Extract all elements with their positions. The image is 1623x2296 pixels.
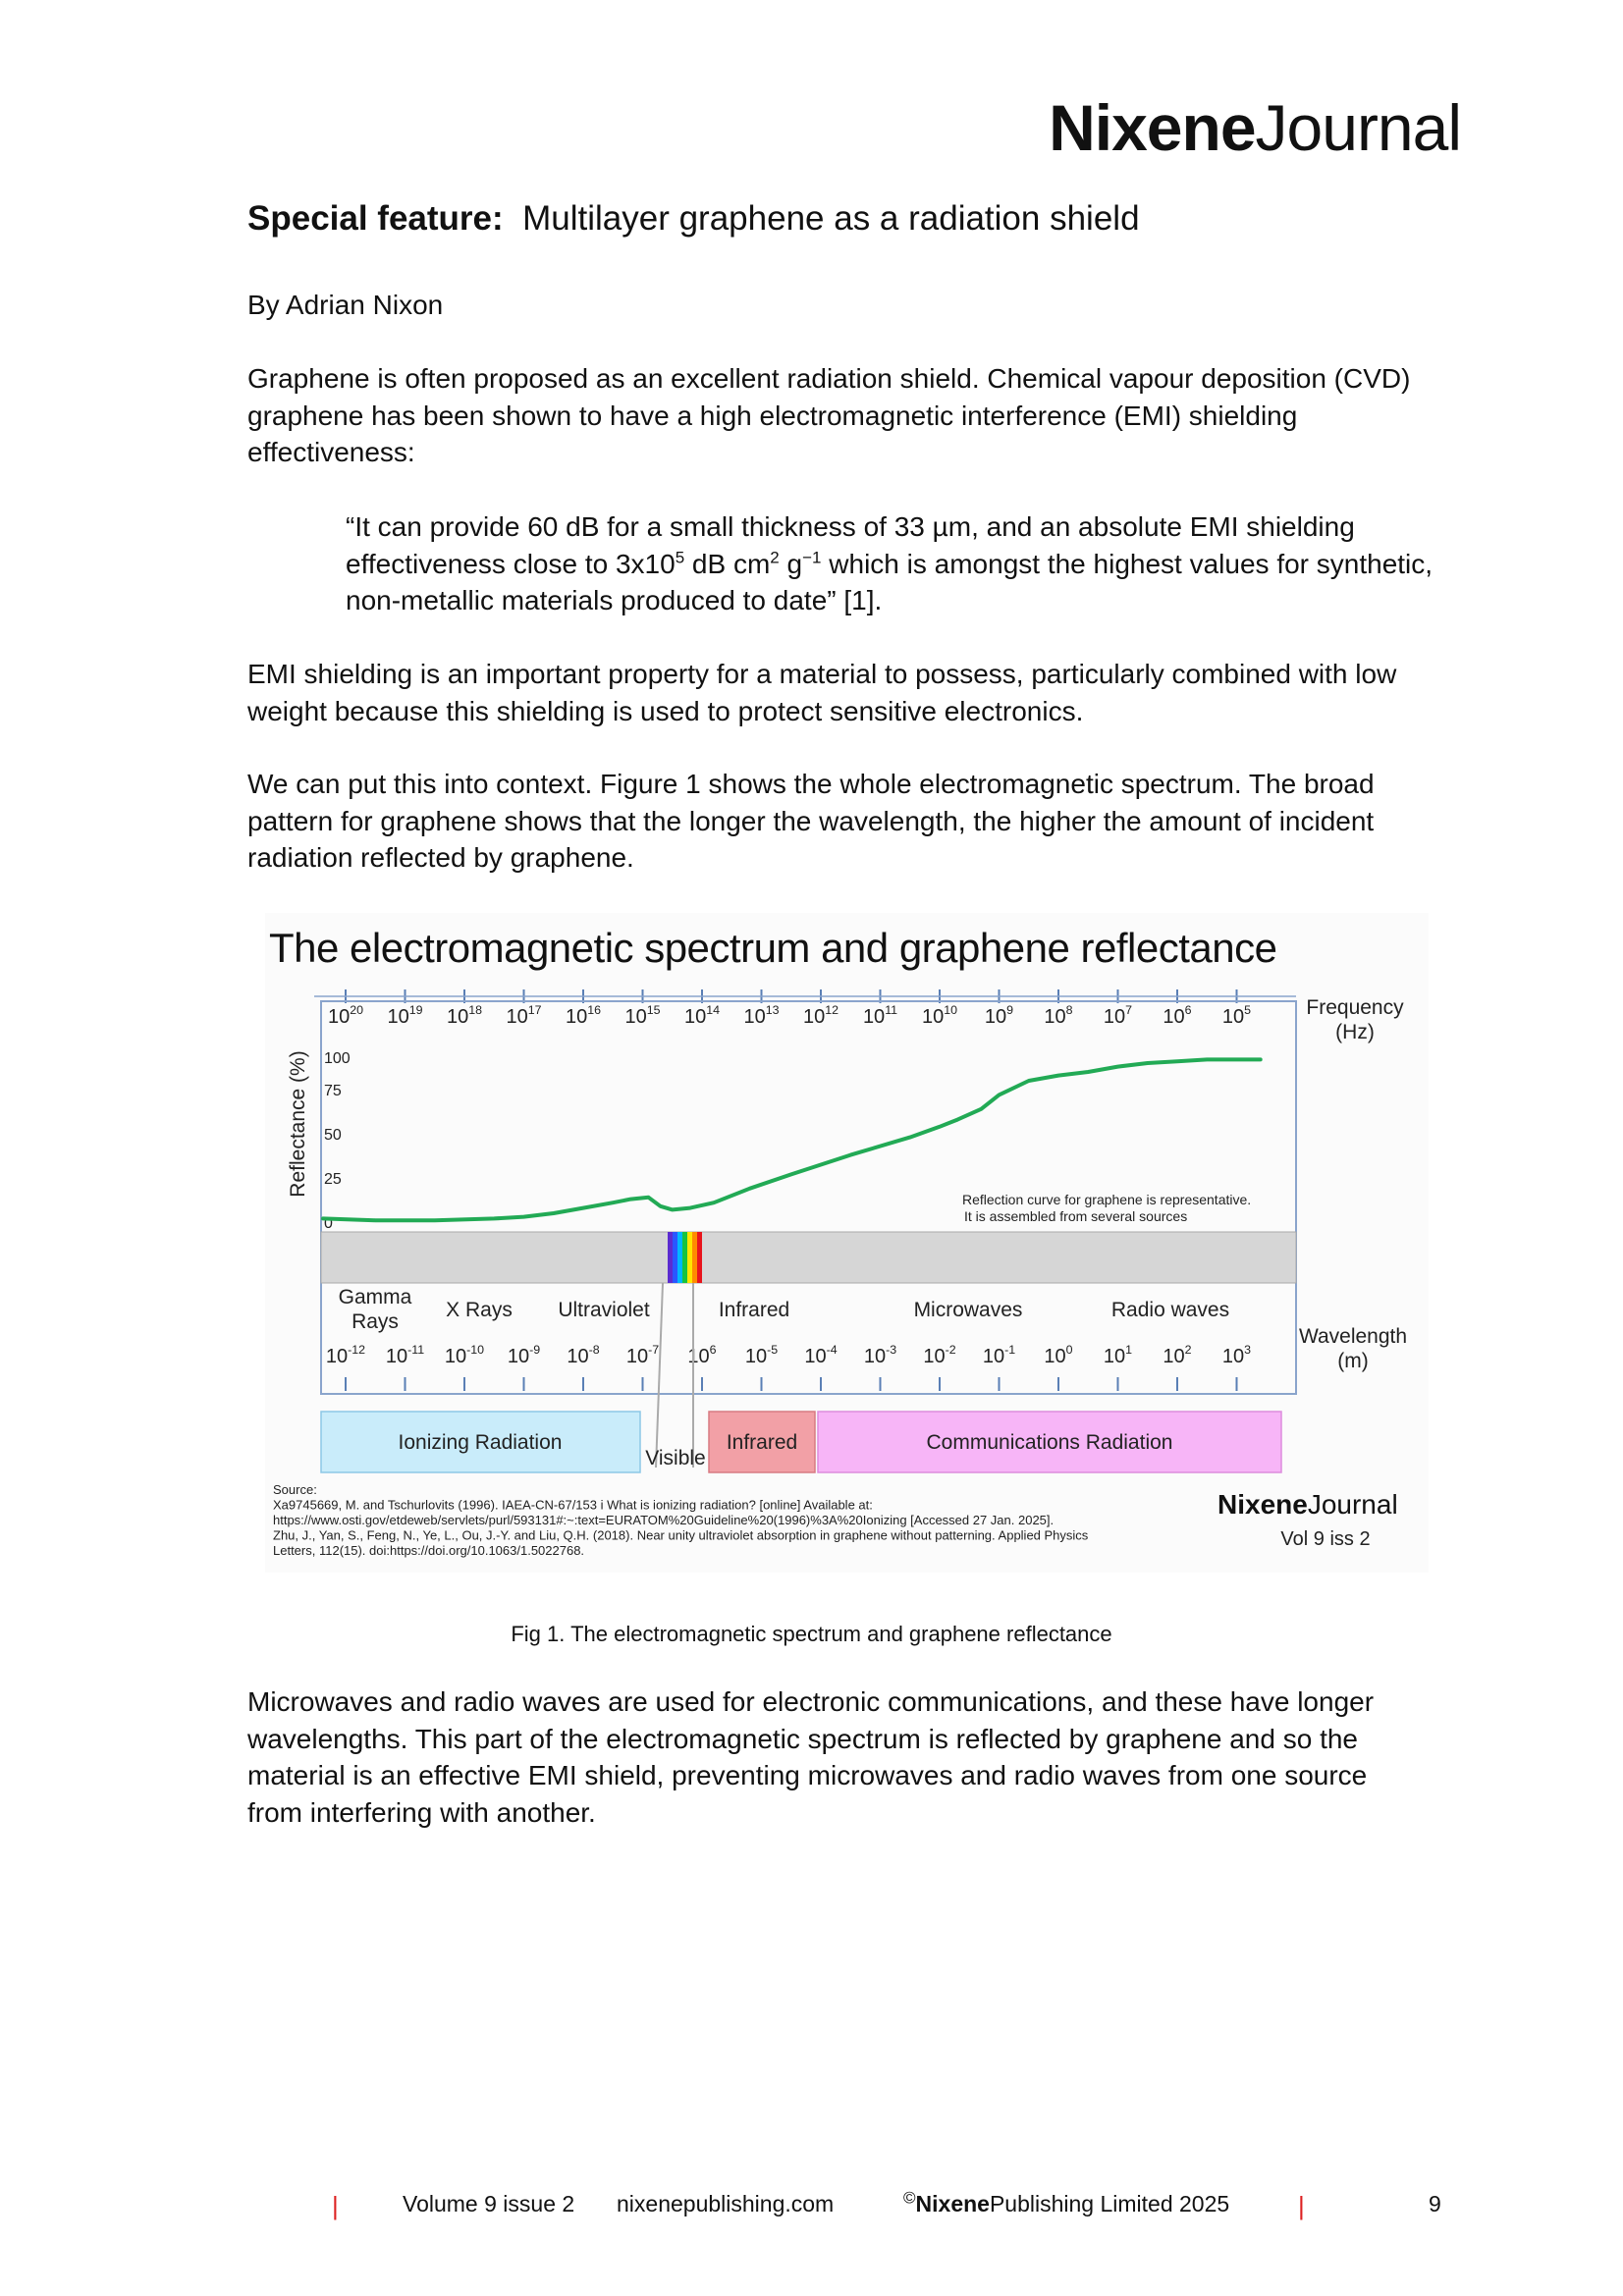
band-ionizing-label: Ionizing Radiation xyxy=(398,1431,563,1454)
source-line: Zhu, J., Yan, S., Feng, N., Ye, L., Ou, J.-Y. and Liu, Q.H. (2018). Near unity ultraviolet absorption in graphene without patterning. Applied Physics xyxy=(273,1527,1089,1543)
footer-copyright: ©NixenePublishing Limited 2025 xyxy=(903,2188,1230,2216)
wavelength-label: Wavelength xyxy=(1298,1325,1408,1348)
y-tick-label: 75 xyxy=(324,1083,342,1099)
visible-spectrum-stripe xyxy=(668,1232,673,1283)
y-tick-label: 50 xyxy=(324,1127,342,1144)
frequency-tick-label: $10^7$ xyxy=(1103,1003,1133,1028)
visible-spectrum-stripe xyxy=(692,1232,697,1283)
wavelength-tick-label: $10^0$ xyxy=(1044,1343,1073,1367)
frequency-tick-label: $10^{15}$ xyxy=(624,1003,661,1028)
band-communications-label: Communications Radiation xyxy=(926,1431,1173,1454)
wavelength-tick-label: $10^{-9}$ xyxy=(507,1343,541,1367)
chart-annotation: It is assembled from several sources xyxy=(964,1208,1188,1224)
region-xrays: X Rays xyxy=(446,1299,513,1321)
paragraph-intro: Graphene is often proposed as an excellent radiation shield. Chemical vapour deposition (CVD) graphene has been shown to have a high electromagnetic interference (EMI) shielding effectiveness: xyxy=(247,363,1411,467)
figure-caption: Fig 1. The electromagnetic spectrum and graphene reflectance xyxy=(511,1622,1112,1646)
source-line: Xa9745669, M. and Tschurlovits (1996). IAEA-CN-67/153 i What is ionizing radiation? [online] Available at: xyxy=(273,1497,873,1513)
paragraph-communications: Microwaves and radio waves are used for electronic communications, and these have longer wavelengths. This part of the electromagnetic spectrum is reflected by graphene and so the material is an effective EMI shield, preventing microwaves and radio waves from one source from interfering with another. xyxy=(247,1686,1375,1828)
frequency-tick-label: $10^{14}$ xyxy=(683,1003,721,1028)
paragraph-context: We can put this into context. Figure 1 shows the whole electromagnetic spectrum. The broad pattern for graphene shows that the longer the wavelength, the higher the amount of incident radiation reflected by graphene. xyxy=(247,769,1375,873)
wavelength-tick-label: $10^{-4}$ xyxy=(804,1343,838,1367)
wavelength-tick-label: $10^{-5}$ xyxy=(744,1343,779,1367)
y-tick-label: 25 xyxy=(324,1171,342,1188)
frequency-tick-label: $10^5$ xyxy=(1221,1003,1252,1028)
footer-volume: Volume 9 issue 2 xyxy=(403,2191,575,2216)
footer-separator-right: | xyxy=(1298,2191,1305,2220)
page-number: 9 xyxy=(1429,2191,1441,2216)
visible-spectrum-stripe xyxy=(673,1232,677,1283)
journal-logo: NixeneJournal xyxy=(1049,91,1461,164)
frequency-unit: (Hz) xyxy=(1335,1021,1375,1043)
wavelength-tick-label: $10^{-10}$ xyxy=(444,1343,485,1367)
region-gamma-rays: Rays xyxy=(352,1310,399,1333)
frequency-tick-label: $10^{17}$ xyxy=(506,1003,542,1028)
wavelength-tick-label: $10^{-12}$ xyxy=(325,1343,366,1367)
region-infrared: Infrared xyxy=(718,1299,790,1321)
region-microwaves: Microwaves xyxy=(913,1299,1023,1321)
article-title: Special feature: Multilayer graphene as a radiation shield xyxy=(247,199,1140,238)
y-axis-label: Reflectance (%) xyxy=(287,1050,309,1198)
band-infrared-label: Infrared xyxy=(726,1431,798,1454)
y-tick-label: 100 xyxy=(324,1050,351,1067)
visible-spectrum-stripe xyxy=(677,1232,682,1283)
wavelength-tick-label: $10^6$ xyxy=(687,1343,717,1367)
visible-spectrum-stripe xyxy=(687,1232,692,1283)
visible-guide-left xyxy=(656,1283,663,1468)
wavelength-tick-label: $10^2$ xyxy=(1163,1343,1192,1367)
wavelength-tick-label: $10^{-7}$ xyxy=(625,1343,660,1367)
wavelength-tick-label: $10^1$ xyxy=(1103,1343,1133,1367)
frequency-tick-label: $10^{19}$ xyxy=(387,1003,423,1028)
figure-brand: NixeneJournal xyxy=(1217,1489,1398,1520)
paragraph-emi: EMI shielding is an important property for a material to possess, particularly combined with low weight because this shielding is used to protect sensitive electronics. xyxy=(247,659,1397,726)
footer-separator-left: | xyxy=(332,2191,339,2220)
wavelength-tick-label: $10^3$ xyxy=(1221,1343,1252,1367)
byline: By Adrian Nixon xyxy=(247,290,444,320)
wavelength-tick-label: $10^{-2}$ xyxy=(923,1343,956,1367)
frequency-tick-label: $10^{18}$ xyxy=(446,1003,483,1028)
band-visible-label: Visible xyxy=(645,1447,706,1469)
wavelength-tick-label: $10^{-1}$ xyxy=(982,1343,1016,1367)
frequency-tick-label: $10^{11}$ xyxy=(862,1003,898,1028)
spectrum-band xyxy=(321,1232,1296,1283)
frequency-label: Frequency xyxy=(1306,996,1404,1019)
frequency-tick-label: $10^{20}$ xyxy=(327,1003,364,1028)
frequency-tick-label: $10^8$ xyxy=(1044,1003,1073,1028)
figure-issue: Vol 9 iss 2 xyxy=(1280,1528,1371,1550)
frequency-tick-label: $10^9$ xyxy=(984,1003,1014,1028)
frequency-tick-label: $10^{10}$ xyxy=(921,1003,958,1028)
region-radio-waves: Radio waves xyxy=(1110,1299,1230,1321)
visible-spectrum-stripe xyxy=(697,1232,702,1283)
region-gamma: Gamma xyxy=(338,1286,412,1308)
frequency-tick-label: $10^{12}$ xyxy=(802,1003,839,1028)
region-ultraviolet: Ultraviolet xyxy=(558,1299,650,1321)
source-line: Letters, 112(15). doi:https://doi.org/10.1063/1.5022768. xyxy=(273,1543,585,1558)
chart-annotation: Reflection curve for graphene is representative. xyxy=(962,1192,1252,1207)
wavelength-tick-label: $10^{-8}$ xyxy=(567,1343,600,1367)
wavelength-tick-label: $10^{-3}$ xyxy=(863,1343,897,1367)
source-line: https://www.osti.gov/etdeweb/servlets/purl/593131#:~:text=EURATOM%20Guideline%20(1996)%3A%20Ionizing [Accessed 27 Jan. 2025]. xyxy=(273,1513,1055,1527)
chart-title: The electromagnetic spectrum and graphene reflectance xyxy=(269,925,1277,971)
frequency-tick-label: $10^{16}$ xyxy=(565,1003,602,1028)
frequency-tick-label: $10^6$ xyxy=(1163,1003,1192,1028)
spectrum-figure xyxy=(265,913,1429,1573)
wavelength-unit: (m) xyxy=(1337,1350,1369,1372)
y-tick-label: 0 xyxy=(324,1215,333,1232)
quote-block: “It can provide 60 dB for a small thickness of 33 µm, and an absolute EMI shielding effectiveness close to $3x10^5$ dB $cm^2$ $g^{-1}$ which is amongst the highest values for synthetic, non-metallic materials produced to date” [1]. xyxy=(346,511,1434,615)
footer-site: nixenepublishing.com xyxy=(617,2191,835,2216)
spectrum-chart xyxy=(265,913,1429,1573)
source-line: Source: xyxy=(273,1482,317,1497)
frequency-tick-label: $10^{13}$ xyxy=(743,1003,780,1028)
wavelength-tick-label: $10^{-11}$ xyxy=(385,1343,425,1367)
visible-spectrum-stripe xyxy=(682,1232,687,1283)
